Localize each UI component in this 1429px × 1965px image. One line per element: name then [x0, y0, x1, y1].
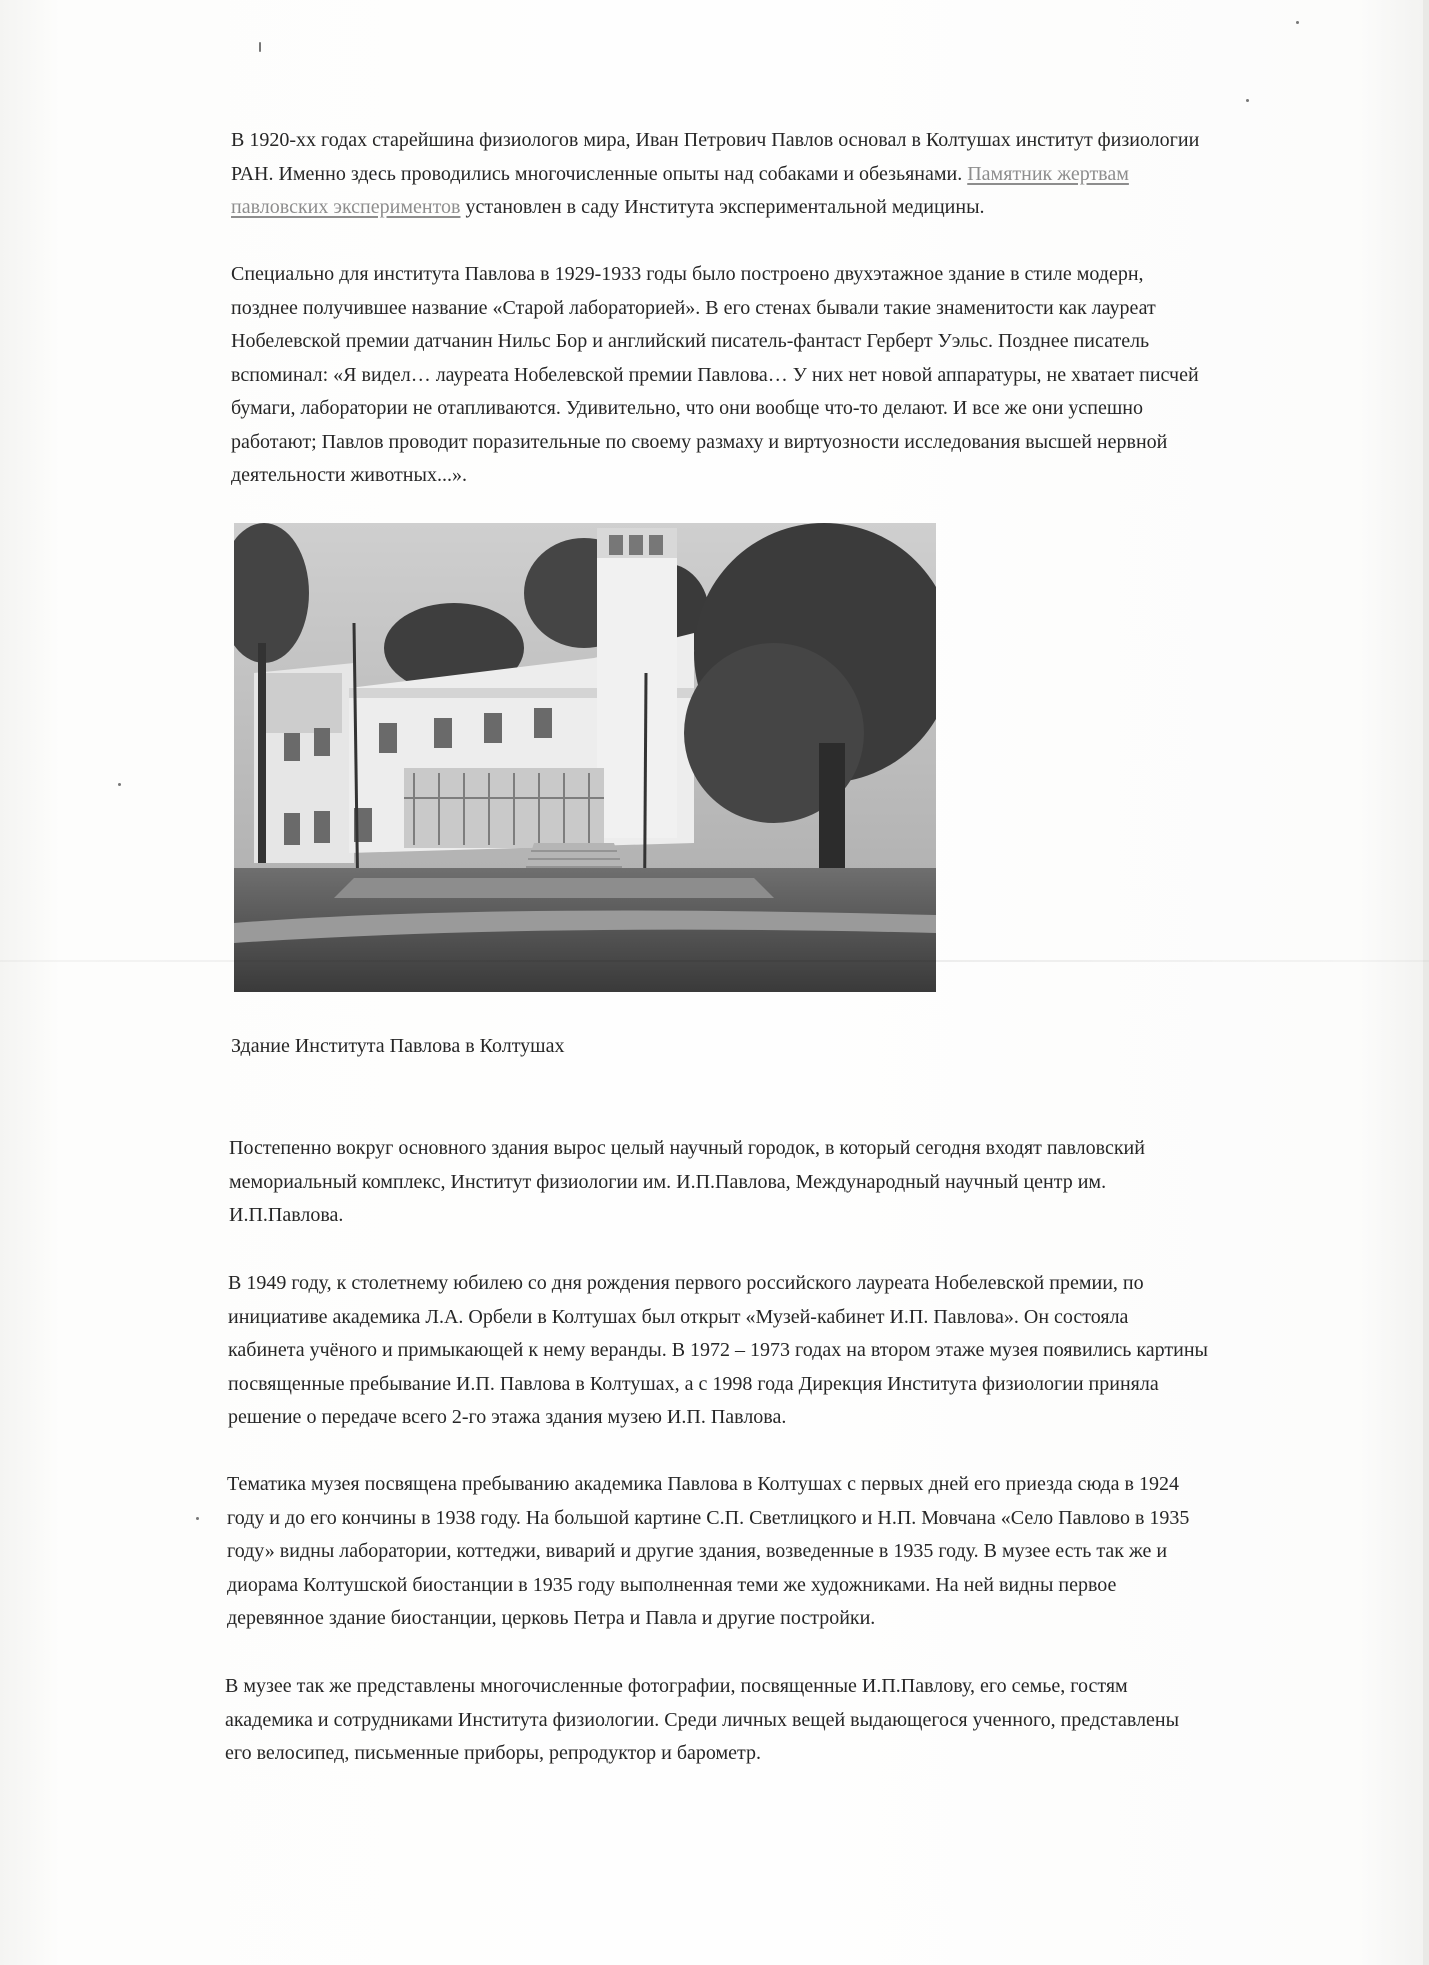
monument-link[interactable]: Памятник жертвам	[967, 162, 1129, 185]
museum-history-paragraph	[228, 1267, 1338, 1435]
text-line: посвященные пребывание И.П. Павлова в Колтушах, а с 1998 года Дирекция Института физиологии приняла	[228, 1372, 1159, 1395]
text-line: инициативе академика Л.А. Орбели в Колтушах был открыт «Музей-кабинет И.П. Павлова». Он состояла	[228, 1305, 1129, 1328]
paper-speck	[1296, 21, 1299, 24]
text-line: Специально для института Павлова в 1929-1933 годы было построено двухэтажное здание в стиле модерн,	[231, 263, 1144, 285]
text-fragment: РАН. Именно здесь проводились многочисленные опыты над собаками и обезьянами.	[231, 162, 968, 185]
paper-speck	[196, 1517, 199, 1520]
text-line: году и до его кончины в 1938 году. На большой картине С.П. Светлицкого и Н.П. Мовчана «Село Павлово в 1935	[227, 1506, 1190, 1529]
text-line: академика и сотрудниками Института физиологии. Среди личных вещей выдающегося ученного, представлены	[225, 1708, 1180, 1731]
text-line: году» видны лаборатории, коттеджи, виварий и другие здания, возведенные в 1935 году. В музее есть так же и	[227, 1540, 1168, 1562]
text-line: решение о передаче всего 2-го этажа здания музею И.П. Павлова.	[228, 1406, 787, 1428]
text-line	[231, 158, 1341, 192]
text-line: В 1949 году, к столетнему юбилею со дня рождения первого российского лауреата Нобелевской премии, по	[228, 1272, 1144, 1294]
museum-exhibits-paragraph	[225, 1670, 1335, 1771]
text-line: работают; Павлов проводит поразительные по своему размаху и виртуозности исследования высшей нервной	[231, 430, 1168, 453]
paper-speck	[1246, 99, 1249, 102]
science-town-paragraph	[229, 1132, 1339, 1233]
text-line: И.П.Павлова.	[229, 1204, 344, 1226]
intro-paragraph	[231, 124, 1341, 225]
paper-fold-line	[0, 960, 1429, 962]
paper-speck	[259, 42, 261, 52]
page-edge-shadow	[1423, 0, 1429, 1965]
text-line: Постепенно вокруг основного здания вырос целый научный городок, в который сегодня входят павловский	[229, 1137, 1145, 1159]
text-line: мемориальный комплекс, Институт физиологии им. И.П.Павлова, Международный научный центр им.	[229, 1170, 1107, 1193]
laboratory-paragraph	[231, 258, 1341, 493]
institute-building-photo	[234, 523, 936, 992]
text-line: В музее так же представлены многочисленные фотографии, посвященные И.П.Павлову, его семье, гостям	[225, 1675, 1128, 1697]
text-line: кабинета учёного и примыкающей к нему веранды. В 1972 – 1973 годах на втором этаже музея появились картины	[228, 1339, 1208, 1361]
building-illustration	[234, 523, 936, 992]
text-line	[231, 191, 1341, 225]
text-line: деятельности животных...».	[231, 464, 467, 486]
photo-caption: Здание Института Павлова в Колтушах	[231, 1035, 565, 1057]
text-line: Тематика музея посвящена пребыванию академика Павлова в Колтушах с первых дней его приезда сюда в 1924	[227, 1473, 1179, 1495]
text-line: деревянное здание биостанции, церковь Петра и Павла и другие постройки.	[227, 1607, 876, 1629]
text-line: Нобелевской премии датчанин Нильс Бор и английский писатель-фантаст Герберт Уэльс. Позднее писатель	[231, 330, 1150, 352]
text-line: бумаги, лаборатории не отапливаются. Удивительно, что они вообще что-то делают. И все же они успешно	[231, 397, 1143, 419]
monument-link-continued[interactable]: павловских экспериментов	[231, 196, 461, 218]
text-line: позднее получившее название «Старой лабораторией». В его стенах бывали такие знаменитости как лауреат	[231, 296, 1156, 319]
paper-speck	[118, 783, 121, 786]
text-line: вспоминал: «Я видел… лауреата Нобелевской премии Павлова… У них нет новой аппаратуры, не хватает писчей	[231, 363, 1199, 386]
text-line: диорама Колтушской биостанции в 1935 году выполненная теми же художниками. На ней видны первое	[227, 1573, 1117, 1596]
text-fragment: установлен в саду Института экспериментальной медицины.	[460, 196, 985, 218]
text-line: В 1920-хх годах старейшина физиологов мира, Иван Петрович Павлов основал в Колтушах институт физиологии	[231, 129, 1200, 151]
museum-theme-paragraph	[227, 1468, 1337, 1636]
text-line: его велосипед, письменные приборы, репродуктор и барометр.	[225, 1742, 762, 1764]
